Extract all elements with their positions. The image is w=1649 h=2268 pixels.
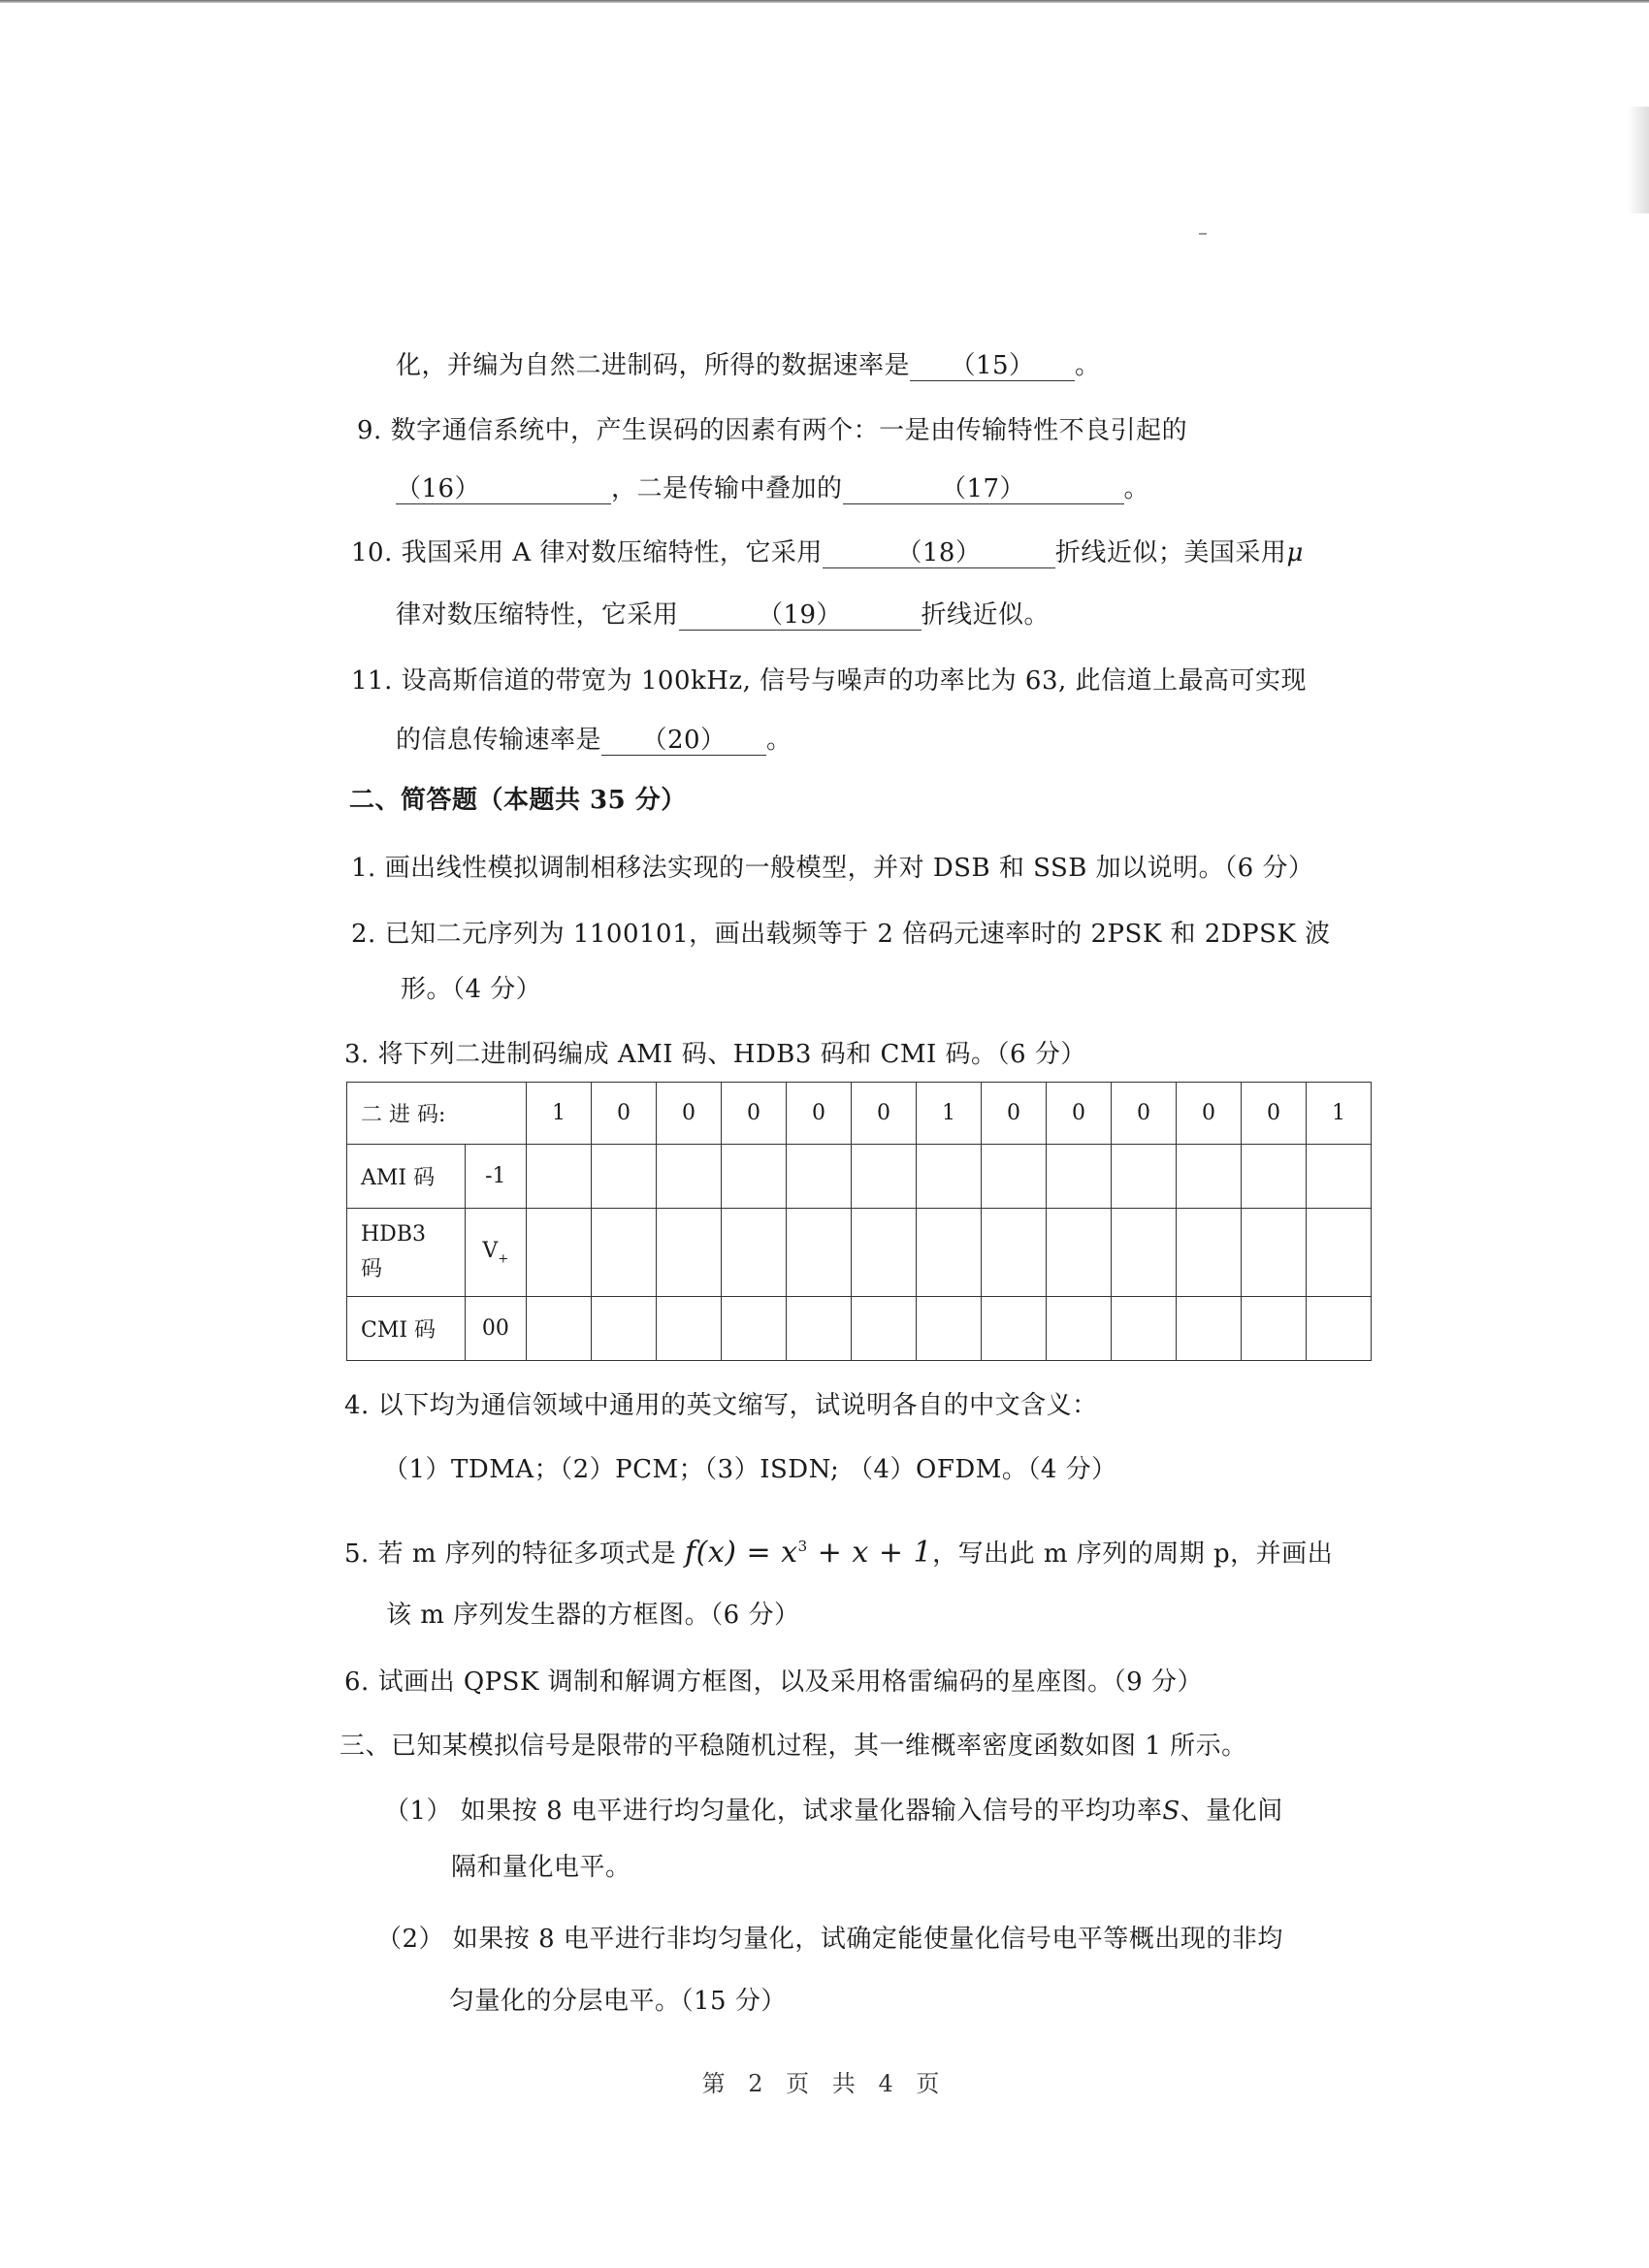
hdb3-label-line1: HDB3	[361, 1222, 426, 1247]
bit-cell: 0	[722, 1083, 787, 1145]
hdb3-init	[465, 1209, 526, 1297]
q10-line2-pre: 律对数压缩特性，它采用	[396, 600, 679, 630]
answer-cell[interactable]	[722, 1209, 787, 1297]
hdb3-init-v: V	[482, 1238, 499, 1263]
bit-cell: 1	[1307, 1083, 1372, 1145]
s2-q6: 6. 试画出 QPSK 调制和解调方框图，以及采用格雷编码的星座图。（9 分）	[344, 1668, 1203, 1697]
q9-line1: 9. 数字通信系统中，产生误码的因素有两个：一是由传输特性不良引起的	[357, 416, 1188, 445]
s2-q4-line1: 4. 以下均为通信领域中通用的英文缩写，试说明各自的中文含义：	[344, 1391, 1098, 1420]
bit-cell: 1	[917, 1083, 982, 1145]
q11-line1: 11. 设高斯信道的带宽为 100kHz, 信号与噪声的功率比为 63, 此信道上最高可实现	[351, 666, 1308, 696]
q10-post: 折线近似；美国采用	[1054, 538, 1287, 567]
s2-q4-line2: （1）TDMA；（2）PCM；（3）ISDN; （4）OFDM。（4 分）	[383, 1455, 1117, 1484]
formula-f: f	[685, 1536, 696, 1570]
answer-cell[interactable]	[657, 1209, 722, 1297]
answer-cell[interactable]	[722, 1145, 787, 1209]
answer-cell[interactable]	[592, 1145, 657, 1209]
q9-mid: ，二是传输中叠加的	[611, 474, 843, 503]
answer-cell[interactable]	[1177, 1297, 1242, 1361]
formula-exponent: 3	[797, 1538, 808, 1555]
q10-pre: 10. 我国采用 A 律对数压缩特性，它采用	[351, 538, 823, 567]
answer-cell[interactable]	[982, 1209, 1047, 1297]
q5-pre: 5. 若 m 序列的特征多项式是	[344, 1539, 677, 1569]
hdb3-init-sub: +	[498, 1251, 509, 1267]
answer-cell[interactable]	[1112, 1297, 1177, 1361]
section2-heading: 二、简答题（本题共 35 分）	[349, 786, 687, 815]
answer-cell[interactable]	[917, 1297, 982, 1361]
answer-cell[interactable]	[722, 1297, 787, 1361]
s3-part2-line2: 匀量化的分层电平。（15 分）	[449, 1987, 787, 2016]
p1-post: 、量化间	[1180, 1797, 1283, 1826]
cmi-init: 00	[465, 1297, 526, 1361]
answer-cell[interactable]	[527, 1209, 592, 1297]
answer-cell[interactable]	[592, 1297, 657, 1361]
answer-cell[interactable]	[527, 1297, 592, 1361]
polynomial-formula	[685, 1536, 932, 1570]
answer-cell[interactable]	[1047, 1297, 1112, 1361]
answer-cell[interactable]	[917, 1145, 982, 1209]
answer-cell[interactable]	[982, 1145, 1047, 1209]
answer-cell[interactable]	[1307, 1209, 1372, 1297]
answer-cell[interactable]	[592, 1209, 657, 1297]
page-footer: 第 2 页 共 4 页	[701, 2070, 948, 2097]
q10-line2-post: 折线近似。	[921, 600, 1051, 630]
blank-20: （20）	[601, 726, 766, 756]
formula-part1: (x) = x	[695, 1536, 798, 1570]
hdb3-label-line2: 码	[361, 1257, 383, 1281]
table-row-ami	[347, 1145, 1372, 1209]
cmi-label: CMI 码	[347, 1297, 466, 1361]
s2-q2-line2: 形。（4 分）	[401, 975, 542, 1004]
s2-q2-line1: 2. 已知二元序列为 1100101，画出载频等于 2 倍码元速率时的 2PSK 和 2DPSK 波	[351, 920, 1331, 949]
s2-q3: 3. 将下列二进制码编成 AMI 码、HDB3 码和 CMI 码。（6 分）	[344, 1040, 1086, 1069]
s2-q5-line1	[344, 1530, 1333, 1571]
blank-19: （19）	[679, 600, 922, 631]
bit-cell: 0	[1242, 1083, 1307, 1145]
answer-cell[interactable]	[917, 1209, 982, 1297]
section3-heading: 三、已知某模拟信号是限带的平稳随机过程，其一维概率密度函数如图 1 所示。	[340, 1732, 1247, 1761]
bit-cell: 0	[592, 1083, 657, 1145]
q10-line1	[351, 536, 1304, 569]
table-row-binary	[347, 1083, 1372, 1145]
answer-cell[interactable]	[1047, 1145, 1112, 1209]
encoding-table	[346, 1082, 1372, 1361]
s2-q1: 1. 画出线性模拟调制相移法实现的一般模型，并对 DSB 和 SSB 加以说明。（6 分）	[351, 854, 1314, 883]
answer-cell[interactable]	[1242, 1145, 1307, 1209]
answer-cell[interactable]	[1242, 1209, 1307, 1297]
q9-line2	[396, 472, 1149, 505]
answer-cell[interactable]	[982, 1297, 1047, 1361]
s3-part1-line2: 隔和量化电平。	[451, 1853, 631, 1882]
answer-cell[interactable]	[1307, 1297, 1372, 1361]
answer-cell[interactable]	[1112, 1209, 1177, 1297]
q9-end: 。	[1123, 474, 1150, 503]
answer-cell[interactable]	[787, 1297, 852, 1361]
s3-part2-line1: （2） 如果按 8 电平进行非均匀量化，试确定能使量化信号电平等概出现的非均	[376, 1925, 1283, 1954]
answer-cell[interactable]	[657, 1297, 722, 1361]
answer-cell[interactable]	[1177, 1209, 1242, 1297]
bit-cell: 0	[657, 1083, 722, 1145]
answer-cell[interactable]	[1177, 1145, 1242, 1209]
ami-init: -1	[465, 1145, 526, 1209]
answer-cell[interactable]	[852, 1145, 917, 1209]
q8-continuation	[396, 349, 1101, 382]
mu-symbol: μ	[1286, 538, 1304, 567]
blank-17: （17）	[843, 474, 1124, 504]
q11-pre: 的信息传输速率是	[396, 726, 602, 755]
answer-cell[interactable]	[852, 1209, 917, 1297]
table-header-label: 二 进 码:	[347, 1083, 527, 1145]
bit-cell: 0	[852, 1083, 917, 1145]
scan-speck	[1199, 233, 1207, 235]
q5-post: ，写出此 m 序列的周期 p，并画出	[932, 1539, 1334, 1569]
bit-cell: 0	[1047, 1083, 1112, 1145]
answer-cell[interactable]	[852, 1297, 917, 1361]
s3-part1-line1	[384, 1795, 1283, 1828]
scan-top-edge	[0, 0, 1649, 3]
table-row-hdb3	[347, 1209, 1372, 1297]
bit-cell: 0	[982, 1083, 1047, 1145]
blank-15: （15）	[910, 351, 1075, 381]
hdb3-label	[347, 1209, 466, 1297]
answer-cell[interactable]	[787, 1145, 852, 1209]
q10-line2	[396, 599, 1050, 632]
p1-pre: （1） 如果按 8 电平进行均匀量化，试求量化器输入信号的平均功率	[384, 1797, 1163, 1826]
symbol-S: S	[1162, 1797, 1180, 1826]
bit-cell: 0	[787, 1083, 852, 1145]
blank-16: （16）	[396, 474, 611, 504]
ami-label: AMI 码	[347, 1145, 466, 1209]
answer-cell[interactable]	[527, 1145, 592, 1209]
blank-18: （18）	[823, 538, 1055, 568]
q11-line2	[396, 724, 792, 757]
q11-end: 。	[766, 726, 792, 755]
answer-cell[interactable]	[657, 1145, 722, 1209]
bit-cell: 0	[1177, 1083, 1242, 1145]
answer-cell[interactable]	[1242, 1297, 1307, 1361]
bit-cell: 0	[1112, 1083, 1177, 1145]
bit-cell: 1	[527, 1083, 592, 1145]
formula-part2: + x + 1	[807, 1536, 933, 1570]
answer-cell[interactable]	[787, 1209, 852, 1297]
scan-shadow	[1628, 107, 1649, 213]
s2-q5-line2: 该 m 序列发生器的方框图。（6 分）	[386, 1601, 800, 1630]
answer-cell[interactable]	[1112, 1145, 1177, 1209]
answer-cell[interactable]	[1047, 1209, 1112, 1297]
q8-end: 。	[1075, 351, 1101, 380]
table-row-cmi	[347, 1297, 1372, 1361]
answer-cell[interactable]	[1307, 1145, 1372, 1209]
q8-text: 化，并编为自然二进制码，所得的数据速率是	[396, 351, 911, 380]
